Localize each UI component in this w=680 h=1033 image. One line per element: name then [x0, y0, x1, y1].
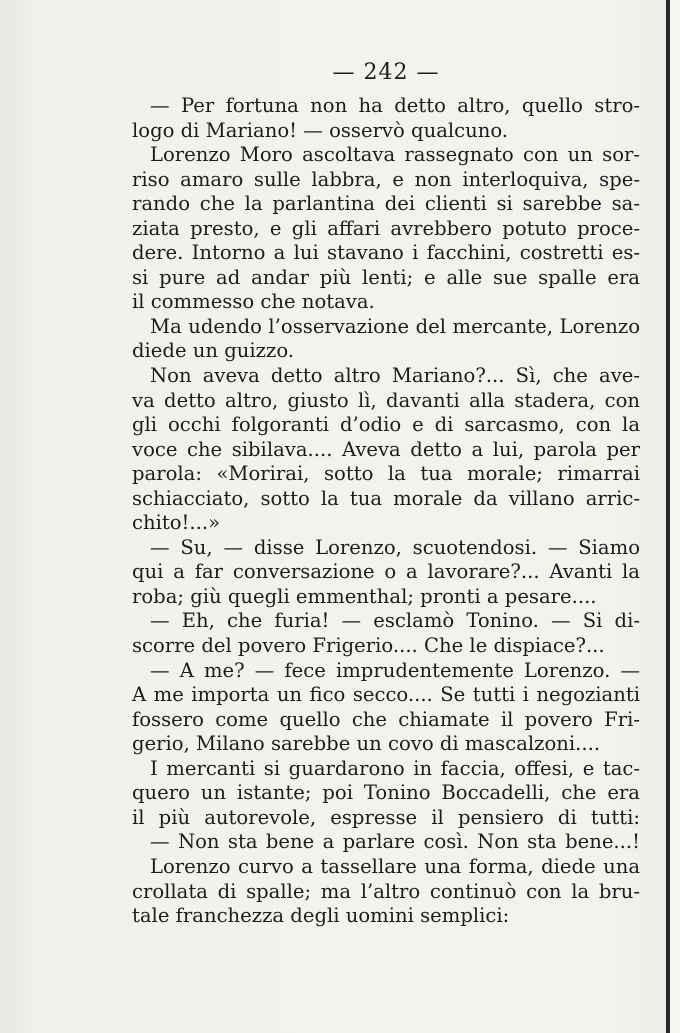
text-line: scorre del povero Frigerio.... Che le dispiace?...	[132, 634, 605, 658]
binding-edge	[666, 0, 670, 1033]
text-line: Non aveva detto altro Mariano?... Sì, che ave-	[150, 364, 640, 388]
text-line: si pure ad andar più lenti; e alle sue spalle era	[132, 265, 640, 289]
text-line: ziata presto, e gli affari avrebbero potuto proce-	[132, 216, 640, 240]
text-line: crollata di spalle; ma l’altro continuò con la bru-	[132, 879, 640, 903]
text-line: Lorenzo curvo a tassellare una forma, diede una	[150, 854, 640, 878]
text-line: dere. Intorno a lui stavano i facchini, costretti es-	[132, 241, 640, 265]
text-line: — Eh, che furia! — esclamò Tonino. — Si di-	[150, 609, 640, 633]
text-line: — Per fortuna non ha detto altro, quello stro-	[150, 94, 640, 117]
text-line: — A me? — fece imprudentemente Lorenzo. —	[150, 658, 640, 682]
text-line: Ma udendo l’osservazione del mercante, Lorenzo	[150, 314, 640, 338]
text-line: riso amaro sulle labbra, e non interloquiva, spe-	[132, 167, 640, 191]
text-line: tale franchezza degli uomini semplici:	[132, 904, 510, 928]
text-line: schiacciato, sotto la tua morale da villano arric-	[132, 486, 640, 510]
text-line: roba; giù quegli emmenthal; pronti a pesare....	[132, 584, 597, 608]
text-line: voce che sibilava.... Aveva detto a lui, parola per	[132, 437, 640, 461]
page-number: — 242 —	[332, 60, 440, 85]
text-line: — Su, — disse Lorenzo, scuotendosi. — Siamo	[150, 535, 640, 559]
text-line: logo di Mariano! — osservò qualcuno.	[132, 118, 509, 142]
text-line: rando che la parlantina dei clienti si sarebbe sa-	[132, 192, 640, 216]
text-line: qui a far conversazione o a lavorare?... Avanti la	[132, 560, 640, 584]
text-line: quero un istante; poi Tonino Boccadelli, che era	[132, 781, 640, 805]
text-line: diede un guizzo.	[132, 339, 294, 363]
text-line: gli occhi folgoranti d’odio e di sarcasmo, con la	[132, 413, 640, 437]
text-line: il commesso che notava.	[132, 290, 375, 314]
text-line: Lorenzo Moro ascoltava rassegnato con un sor-	[150, 143, 640, 167]
text-line: fossero come quello che chiamate il povero Fri-	[132, 707, 640, 731]
text-line: chito!...»	[132, 511, 221, 535]
body-text	[132, 94, 640, 929]
text-line: il più autorevole, espresse il pensiero di tutti:	[132, 805, 640, 829]
binding-shade	[670, 0, 680, 1033]
text-line: parola: «Morirai, sotto la tua morale; rimarrai	[132, 462, 640, 486]
text-line: A me importa un fico secco.... Se tutti i negozianti	[132, 683, 640, 707]
text-line: va detto altro, giusto lì, davanti alla stadera, con	[132, 388, 640, 412]
text-line: I mercanti si guardarono in faccia, offesi, e tac-	[150, 756, 640, 780]
text-line: gerio, Milano sarebbe un covo di mascalzoni....	[132, 732, 601, 756]
text-line: — Non sta bene a parlare così. Non sta bene...!	[150, 830, 640, 854]
